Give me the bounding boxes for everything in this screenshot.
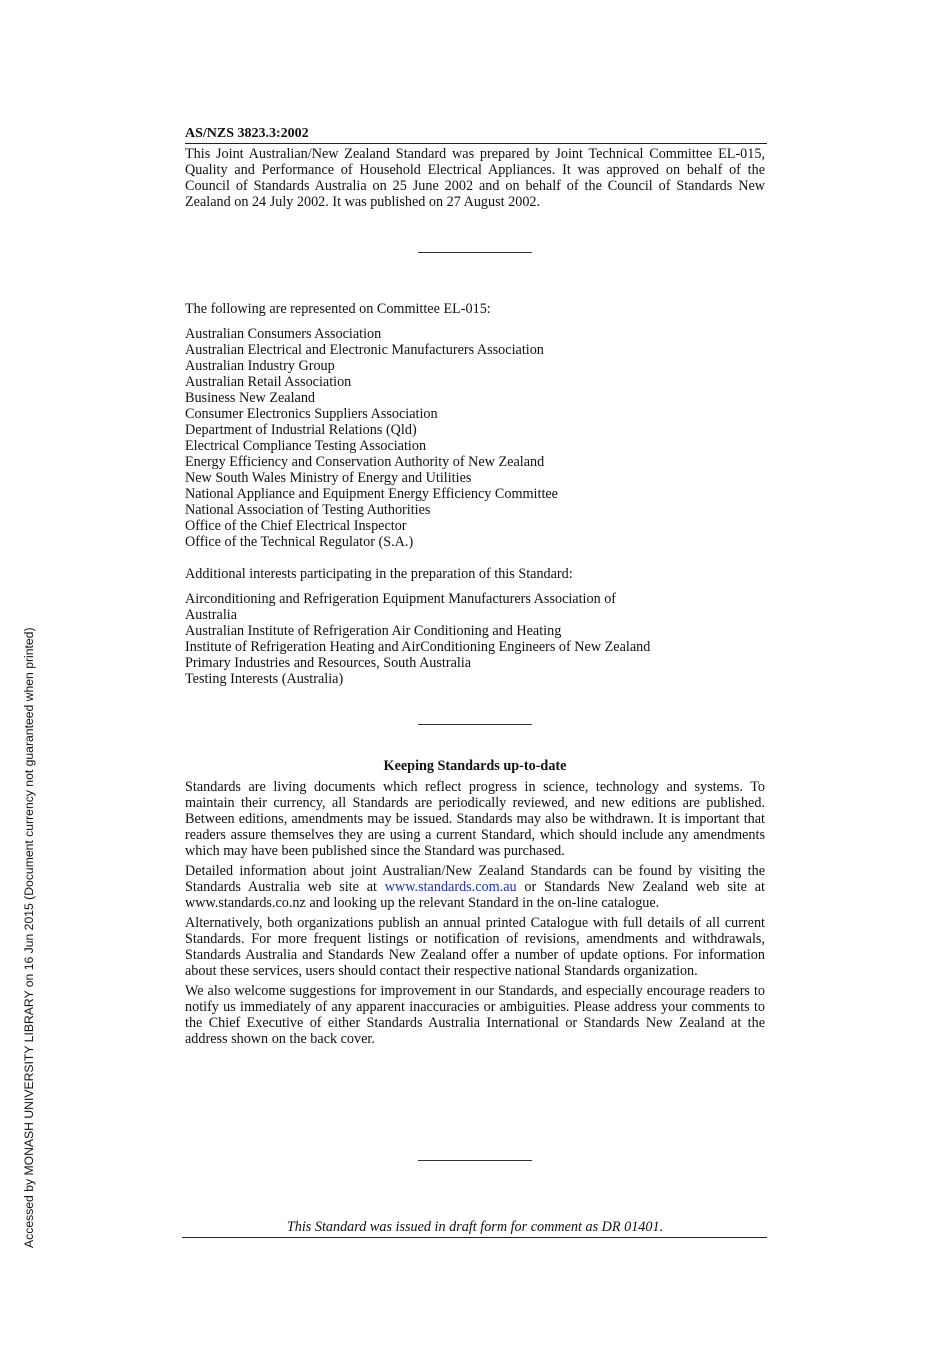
additional-intro-text: Additional interests participating in the preparation of this Standard: bbox=[185, 566, 573, 582]
additional-interest: Testing Interests (Australia) bbox=[185, 671, 344, 687]
committee-intro-text: The following are represented on Committee EL-015: bbox=[185, 301, 491, 317]
keeping-paragraph-2 bbox=[185, 863, 765, 911]
committee-member: National Association of Testing Authorities bbox=[185, 502, 431, 518]
committee-member: Business New Zealand bbox=[185, 390, 316, 406]
committee-member: Consumer Electronics Suppliers Association bbox=[185, 406, 438, 422]
section-divider bbox=[418, 724, 532, 725]
additional-interest: Institute of Refrigeration Heating and AirConditioning Engineers of New Zealand bbox=[185, 639, 651, 655]
footer-rule bbox=[182, 1237, 767, 1238]
keeping-paragraph-1: Standards are living documents which reflect progress in science, technology and systems. To maintain their currency, all Standards are periodically reviewed, and new editions are published. Between editions, amendments may be issued. Standards may also be withdrawn. It is important that readers assure themselves they are using a current Standard, which should include any amendments which may have been published since the Standard was purchased. bbox=[185, 779, 765, 859]
committee-member: Australian Consumers Association bbox=[185, 326, 382, 342]
committee-member: Department of Industrial Relations (Qld) bbox=[185, 422, 417, 438]
committee-member: National Appliance and Equipment Energy Efficiency Committee bbox=[185, 486, 558, 502]
additional-interest: Primary Industries and Resources, South Australia bbox=[185, 655, 472, 671]
standard-id: AS/NZS 3823.3:2002 bbox=[185, 126, 309, 141]
committee-member: Electrical Compliance Testing Association bbox=[185, 438, 427, 454]
committee-member: Australian Industry Group bbox=[185, 358, 335, 374]
committee-member: Australian Electrical and Electronic Manufacturers Association bbox=[185, 342, 544, 358]
keeping-paragraph-2-end: or Standards New Zealand web site at www.standards.co.nz and looking up the relevant Standard in the on-line catalogue. bbox=[185, 879, 765, 911]
additional-interests-list bbox=[185, 591, 765, 687]
header-rule bbox=[185, 143, 767, 144]
committee-member: Office of the Chief Electrical Inspector bbox=[185, 518, 407, 534]
keeping-paragraph-2-start: Detailed information about joint Australian/New Zealand Standards can be found by visiting the Standards Australia web site at bbox=[185, 863, 765, 895]
draft-note: This Standard was issued in draft form for comment as DR 01401. bbox=[286, 1219, 664, 1235]
committee-member: Office of the Technical Regulator (S.A.) bbox=[185, 534, 414, 550]
committee-member-list bbox=[185, 326, 765, 550]
keeping-standards-body bbox=[185, 779, 765, 1047]
keeping-paragraph-3: Alternatively, both organizations publish an annual printed Catalogue with full details of all current Standards. For more frequent listings or notification of revisions, amendments and withdrawals, Standards Australia and Standards New Zealand offer a number of update options. For information about these services, users should contact their respective national Standards organization. bbox=[185, 915, 765, 979]
access-watermark: Accessed by MONASH UNIVERSITY LIBRARY on 16 Jun 2015 (Document currency not guaranteed when printed) bbox=[22, 627, 36, 1248]
keeping-standards-heading: Keeping Standards up-to-date bbox=[383, 758, 567, 774]
additional-interest: Airconditioning and Refrigeration Equipment Manufacturers Association of bbox=[185, 591, 617, 607]
additional-interests-intro bbox=[185, 566, 765, 582]
committee-member: New South Wales Ministry of Energy and Utilities bbox=[185, 470, 472, 486]
section-divider bbox=[418, 1160, 532, 1161]
committee-intro bbox=[185, 301, 765, 317]
standards-australia-link[interactable]: www.standards.com.au bbox=[384, 879, 517, 895]
keeping-paragraph-4: We also welcome suggestions for improvement in our Standards, and especially encourage readers to notify us immediately of any apparent inaccuracies or ambiguities. Please address your comments to the Chief Executive of either Standards Australia International or Standards New Zealand at the address shown on the back cover. bbox=[185, 983, 765, 1047]
additional-interest: Australia bbox=[185, 607, 238, 623]
committee-member: Australian Retail Association bbox=[185, 374, 352, 390]
additional-interest: Australian Institute of Refrigeration Air Conditioning and Heating bbox=[185, 623, 562, 639]
intro-paragraph: This Joint Australian/New Zealand Standard was prepared by Joint Technical Committee EL-015, Quality and Performance of Household Electrical Appliances. It was approved on behalf of the Council of Standards Australia on 25 June 2002 and on behalf of the Council of Standards New Zealand on 24 July 2002. It was published on 27 August 2002. bbox=[185, 146, 765, 210]
committee-member: Energy Efficiency and Conservation Authority of New Zealand bbox=[185, 454, 545, 470]
section-divider bbox=[418, 252, 532, 253]
